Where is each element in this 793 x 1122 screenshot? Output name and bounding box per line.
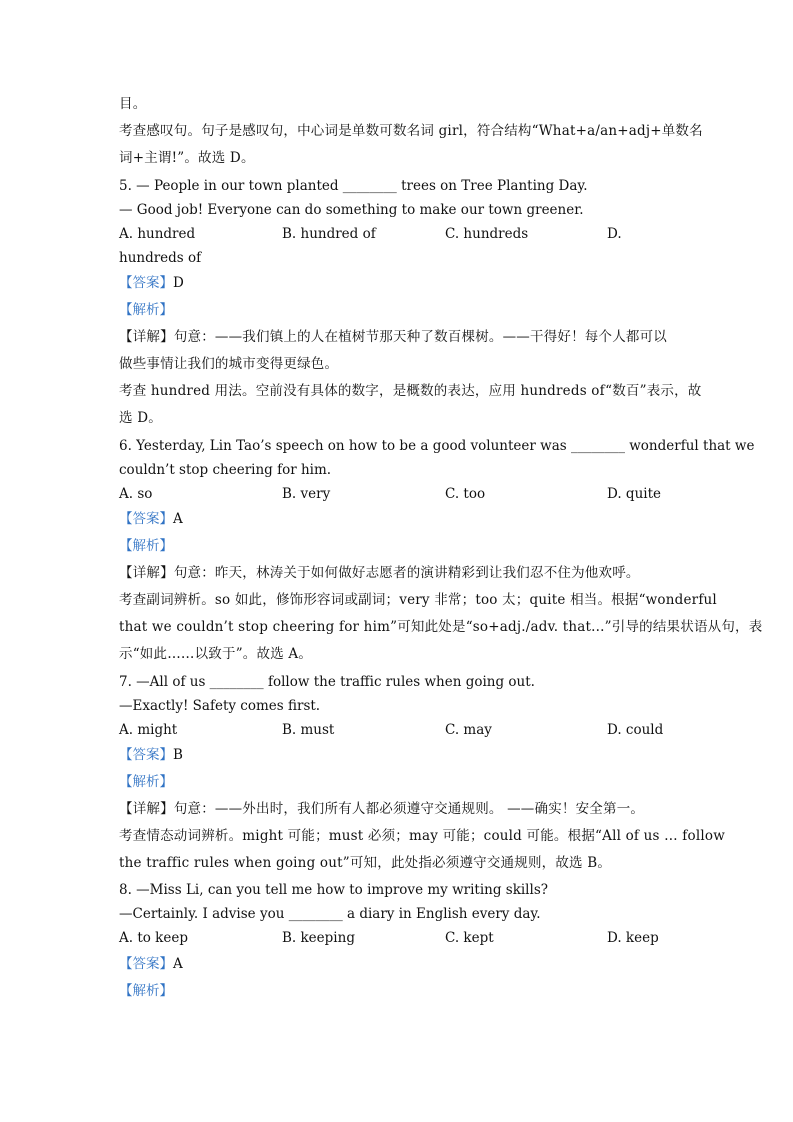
q7-detail: 考查情态动词辨析。might 可能；must 必须；may 可能；could 可能。根据“All of us … follow [119, 828, 725, 844]
answer-tag: 【答案】 [119, 511, 173, 527]
q6-option-b: B. very [282, 486, 331, 502]
q8-option-d: D. keep [607, 930, 659, 946]
text-line: 词+主谓!”。故选 D。 [119, 150, 255, 166]
q6-option-d: D. quite [607, 486, 661, 502]
q7-option-c: C. may [445, 722, 492, 738]
q7-stem: 7. —All of us ________ follow the traffic rules when going out. [119, 674, 535, 690]
q6-answer [119, 509, 183, 529]
q7-detail [119, 799, 644, 819]
q5-detail: 选 D。 [119, 410, 162, 426]
q5-analysis-tag: 【解析】 [119, 302, 173, 318]
q8-stem: —Certainly. I advise you ________ a diary in English every day. [119, 906, 541, 922]
text-line: 考查感叹句。句子是感叹句，中心词是单数可数名词 girl，符合结构“What+a/an+adj+单数名 [119, 123, 703, 139]
q5-option-a: A. hundred [119, 226, 196, 242]
q8-analysis-tag: 【解析】 [119, 983, 173, 999]
q5-detail: 考查 hundred 用法。空前没有具体的数字，是概数的表达，应用 hundreds of“数百”表示，故 [119, 383, 702, 399]
q7-answer [119, 745, 183, 765]
q8-option-c: C. kept [445, 930, 494, 946]
q7-detail: the traffic rules when going out”可知，此处指必须遵守交通规则，故选 B。 [119, 855, 612, 871]
detail-text: 句意：——我们镇上的人在植树节那天种了数百棵树。——干得好！每个人都可以 [173, 329, 668, 345]
detail-text: 句意：——外出时，我们所有人都必须遵守交通规则。 ——确实！安全第一。 [173, 801, 645, 817]
q6-detail: 示“如此……以致于”。故选 A。 [119, 646, 313, 662]
q5-option-d-cont: hundreds of [119, 250, 202, 266]
q5-answer [119, 273, 184, 293]
q8-option-a: A. to keep [119, 930, 188, 946]
q5-detail: 做些事情让我们的城市变得更绿色。 [119, 356, 339, 372]
q6-option-c: C. too [445, 486, 486, 502]
q8-option-b: B. keeping [282, 930, 355, 946]
answer-value: B [173, 747, 183, 763]
answer-value: A [173, 511, 183, 527]
q6-detail [119, 563, 640, 583]
q7-option-d: D. could [607, 722, 664, 738]
detail-text: 句意：昨天，林涛关于如何做好志愿者的演讲精彩到让我们忍不住为他欢呼。 [173, 565, 640, 581]
q5-option-d: D. [607, 226, 622, 242]
q6-option-a: A. so [119, 486, 153, 502]
q7-stem: —Exactly! Safety comes first. [119, 698, 321, 714]
q5-detail [119, 327, 667, 347]
q8-answer [119, 954, 183, 974]
answer-value: A [173, 956, 183, 972]
detail-tag: 【详解】 [119, 329, 174, 345]
answer-tag: 【答案】 [119, 275, 173, 291]
text-line: 目。 [119, 96, 147, 112]
detail-tag: 【详解】 [119, 565, 174, 581]
q7-analysis-tag: 【解析】 [119, 774, 173, 790]
q5-stem: 5. — People in our town planted ________ trees on Tree Planting Day. [119, 178, 588, 194]
detail-tag: 【详解】 [119, 801, 174, 817]
q6-analysis-tag: 【解析】 [119, 538, 173, 554]
q5-option-b: B. hundred of [282, 226, 376, 242]
answer-value: D [173, 275, 184, 291]
q6-stem: 6. Yesterday, Lin Tao’s speech on how to be a good volunteer was ________ wonderful that we [119, 438, 755, 454]
answer-tag: 【答案】 [119, 747, 173, 763]
q7-option-b: B. must [282, 722, 335, 738]
q5-option-c: C. hundreds [445, 226, 529, 242]
q5-stem: — Good job! Everyone can do something to make our town greener. [119, 202, 584, 218]
q7-option-a: A. might [119, 722, 178, 738]
q6-detail: 考查副词辨析。so 如此，修饰形容词或副词；very 非常；too 太；quite 相当。根据“wonderful [119, 592, 717, 608]
answer-tag: 【答案】 [119, 956, 173, 972]
q6-detail: that we couldn’t stop cheering for him”可知此处是“so+adj./adv. that...”引导的结果状语从句，表 [119, 619, 763, 635]
q6-stem: couldn’t stop cheering for him. [119, 462, 332, 478]
q8-stem: 8. —Miss Li, can you tell me how to improve my writing skills? [119, 882, 548, 898]
